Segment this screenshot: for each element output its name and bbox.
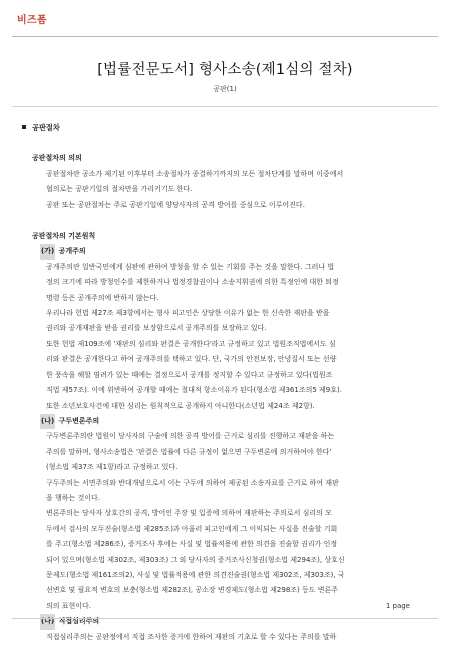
- paragraph-line: 구두주의는 서면주의와 반대개념으로서 이는 구두에 의하여 제공된 소송자료를 근거로 하여 재판: [46, 478, 339, 487]
- paragraph-line: 공판 또는 공판절차는 주로 공판기일에 양당사자의 공격 방어를 중심으로 이루어진다.: [46, 200, 305, 209]
- bizforms-logo: 비즈폼: [17, 15, 47, 26]
- footer-divider: [12, 618, 438, 619]
- principle-tag: (나): [40, 414, 55, 429]
- paragraph-line: 직접심리주의는 공판정에서 직접 조사한 증거에 한하여 재판의 기초로 할 수 있다는 주의를 말하: [46, 632, 337, 641]
- paragraph-line: 를 주고(형소법 제286조), 증거조사 후에는 사실 및 법률적용에 관한 의견을 진술할 권리가 인정: [46, 540, 338, 549]
- paragraph-line: 명령 등은 공개주의에 반하지 않는다.: [46, 293, 159, 302]
- paragraph-line: 두에서 검사의 모두진술(형소법 제285조)과 아울러 피고인에게 그 이익되는 사실을 진술할 기회: [46, 524, 338, 533]
- paragraph-line: 주의를 말하며, 형사소송법은 '판결은 법률에 다른 규정이 없으면 구두변론에 의거하여야 한다': [46, 447, 332, 456]
- paragraph-line: 공개주의란 일반국민에게 심판에 관하여 방청을 할 수 있는 기회를 주는 것을 말한다. 그러나 법: [46, 262, 335, 271]
- paragraph-line: 공판절차란 공소가 제기된 이후부터 소송절차가 종결하기까지의 모든 절차단계를 말하며 이중에서: [46, 169, 344, 178]
- paragraph-line: 우리나라 헌법 제27조 제3항에서는 형사 피고인은 상당한 이유가 없는 한 신속한 재판을 받을: [46, 309, 330, 318]
- paragraph-line: 선변호 및 필요적 변호의 보충(형소법 제282조), 공소장 변경제도(형소법 제298조) 등도 변론주: [46, 586, 339, 595]
- document-subtitle: 공판(1): [213, 85, 237, 93]
- document-title: [법률전문도서] 형사소송(제1심의 절차): [97, 62, 353, 78]
- paragraph-line: (형소법 제37조 제1항)라고 규정하고 있다.: [46, 463, 178, 472]
- subsection-heading: 공판절차의 기본원칙: [32, 232, 96, 241]
- principle-heading: (가) 공개주의: [40, 244, 428, 259]
- paragraph-line: 한 풍속을 해할 염려가 있는 때에는 결정으로서 공개를 정지할 수 있다고 규정하고 있다(법원조: [46, 370, 333, 379]
- section-heading: 공판절차: [22, 120, 428, 135]
- paragraph-line: 되어 있으며(형소법 제302조, 제303조) 그 외 당사자의 증거조사신청권(형소법 제294조), 상호신: [46, 555, 345, 564]
- paragraph-line: 의의 표현이다.: [46, 601, 92, 610]
- header-divider: [12, 36, 438, 37]
- paragraph-line: 문제도(형소법 제161조의2), 사실 및 법률적용에 관한 의견진술권(형소법 제302조, 제303조), 국: [46, 570, 345, 579]
- paragraph-line: 을 행하는 것이다.: [46, 493, 101, 502]
- paragraph-line: 또한 헌법 제109조에 '재판의 심리와 판결은 공개한다'라고 규정하고 있고 법원조직법에서도 심: [46, 339, 336, 348]
- principle-heading: (다) 직접심리주의: [40, 614, 428, 629]
- paragraph-line: 권리와 공개재판을 받을 권리를 보장함으로서 공개주의를 보장하고 있다.: [46, 324, 267, 333]
- paragraph-line: 또한 소년보호사건에 대한 심리는 원칙적으로 공개하지 아니한다(소년법 제24조 제2항).: [46, 401, 315, 410]
- paragraph-line: 협의로는 공판기일의 절차만을 가리키기도 한다.: [46, 185, 193, 194]
- paragraph-line: 리와 판결은 공개한다고 하여 공개주의를 택하고 있다. 단, 국가의 안전보장, 안녕질서 또는 선량: [46, 355, 337, 364]
- paragraph-line: 직법 제57조). 이에 위반하여 공개할 때에는 절대적 항소이유가 된다(형소법 제361조의5 제9호).: [46, 386, 342, 395]
- principle-heading: (나) 구두변론주의: [40, 414, 428, 429]
- paragraph-line: 변론주의는 당사자 상호간의 공격, 방어인 주장 및 입증에 의하여 재판하는 주의로서 심리의 모: [46, 509, 332, 518]
- principle-tag: (다): [40, 614, 55, 629]
- document-body: [20, 120, 428, 645]
- paragraph-line: 정의 크기에 따라 방청인수를 제한하거나 법정경찰권이나 소송지휘권에 의한 특정인에 대한 퇴정: [46, 278, 339, 287]
- subsection-heading: 공판절차의 의의: [32, 154, 82, 163]
- page-number: 1 page: [385, 602, 410, 610]
- square-bullet-icon: [22, 125, 26, 129]
- title-divider: [12, 106, 438, 107]
- principle-tag: (가): [40, 244, 55, 259]
- paragraph-line: 구두변론주의란 법원이 당사자의 구술에 의한 공격 방어를 근거로 심리를 진행하고 재판을 하는: [46, 432, 335, 441]
